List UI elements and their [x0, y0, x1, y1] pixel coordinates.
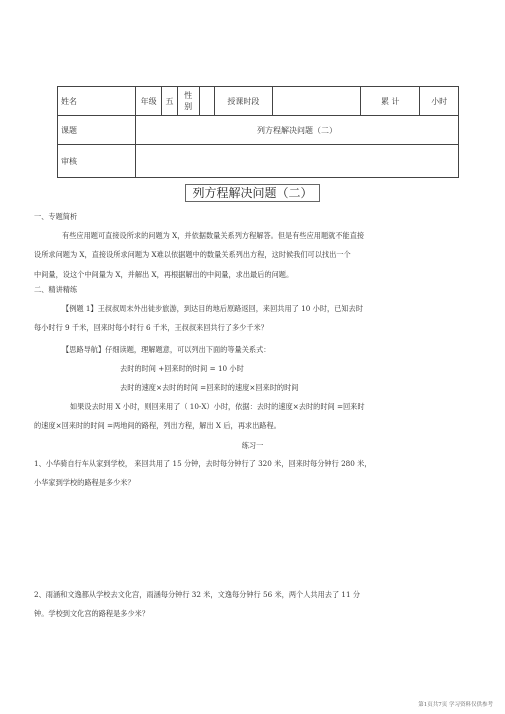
guide-line: 【思路导航】仔细读题，理解题意，可以列出下面的等量关系式：: [62, 345, 271, 354]
guide-line: 去时的速度×去时的时间 =回来时的速度×回来时的时间: [120, 383, 299, 392]
guide-line: 去时的时间 +回来时的时间 = 10 小时: [120, 364, 244, 373]
guide-line: 如果设去时用 X 小时，则回来用了（ 10-X）小时，依据：去时的速度×去时的时间 =回来时: [70, 402, 365, 411]
section1-heading: 一、专题简析: [34, 212, 78, 221]
period-label: 授课时段: [215, 87, 272, 116]
topic-label: 课题: [58, 116, 136, 145]
hours-label: 小时: [420, 87, 459, 116]
practice-heading: 练习一: [241, 441, 264, 450]
example-line: 【例题 1】王叔叔周末外出徒步旅游，到达目的地后原路返回，来回共用了 10 小时，已知去时: [62, 304, 363, 313]
review-value: [136, 145, 459, 178]
grade-value: 五: [162, 87, 178, 116]
gender-value: [199, 87, 215, 116]
info-table: [57, 86, 459, 178]
question-1-line: 小华家到学校的路程是多少米？: [34, 478, 135, 487]
gender-label: 性别: [177, 87, 199, 116]
total-label: 累 计: [361, 87, 420, 116]
section1-line: 有些应用题可直接设所求的问题为 X，并依据数量关系列方程解答。但是有些应用题就不能直接: [62, 231, 365, 240]
section1-line: 中间量，设这个中间量为 X，并解出 X，再根据解出的中间量，求出最后的问题。: [34, 270, 294, 279]
page-title: 列方程解决问题（二）: [0, 184, 505, 201]
guide-line: 的速度×回来时的时间 =两地间的路程，列出方程，解出 X 后，再求出路程。: [34, 421, 281, 430]
section2-heading: 二、精讲精练: [34, 285, 78, 294]
question-2-line: 2、雨涵和文逸都从学校去文化宫，雨涵每分钟行 32 米，文逸每分钟行 56 米，两个人共用去了 11 分: [34, 590, 361, 599]
example-line: 每小时行 9 千米，回来时每小时行 6 千米，王叔叔来回共行了多少千米？: [34, 323, 268, 332]
review-label: 审核: [58, 145, 136, 178]
question-1-line: 1、小华骑自行车从家到学校， 来回共用了 15 分钟，去时每分钟行了 320 米，回来时每分钟行 280 米，: [34, 459, 372, 468]
name-label: 姓名: [58, 87, 136, 116]
question-2-line: 钟。学校到文化宫的路程是多少米？: [34, 609, 150, 618]
section1-line: 设所求问题为 X，直接设所求问题为 X难以依据题中的数量关系列出方程，这时候我们可以找出一个: [34, 250, 351, 259]
page-footer: 第1页共7页 学习资料仅供参考: [418, 702, 493, 708]
period-value: [272, 87, 361, 116]
topic-value: 列方程解决问题（二）: [136, 116, 459, 145]
grade-label: 年级: [136, 87, 162, 116]
